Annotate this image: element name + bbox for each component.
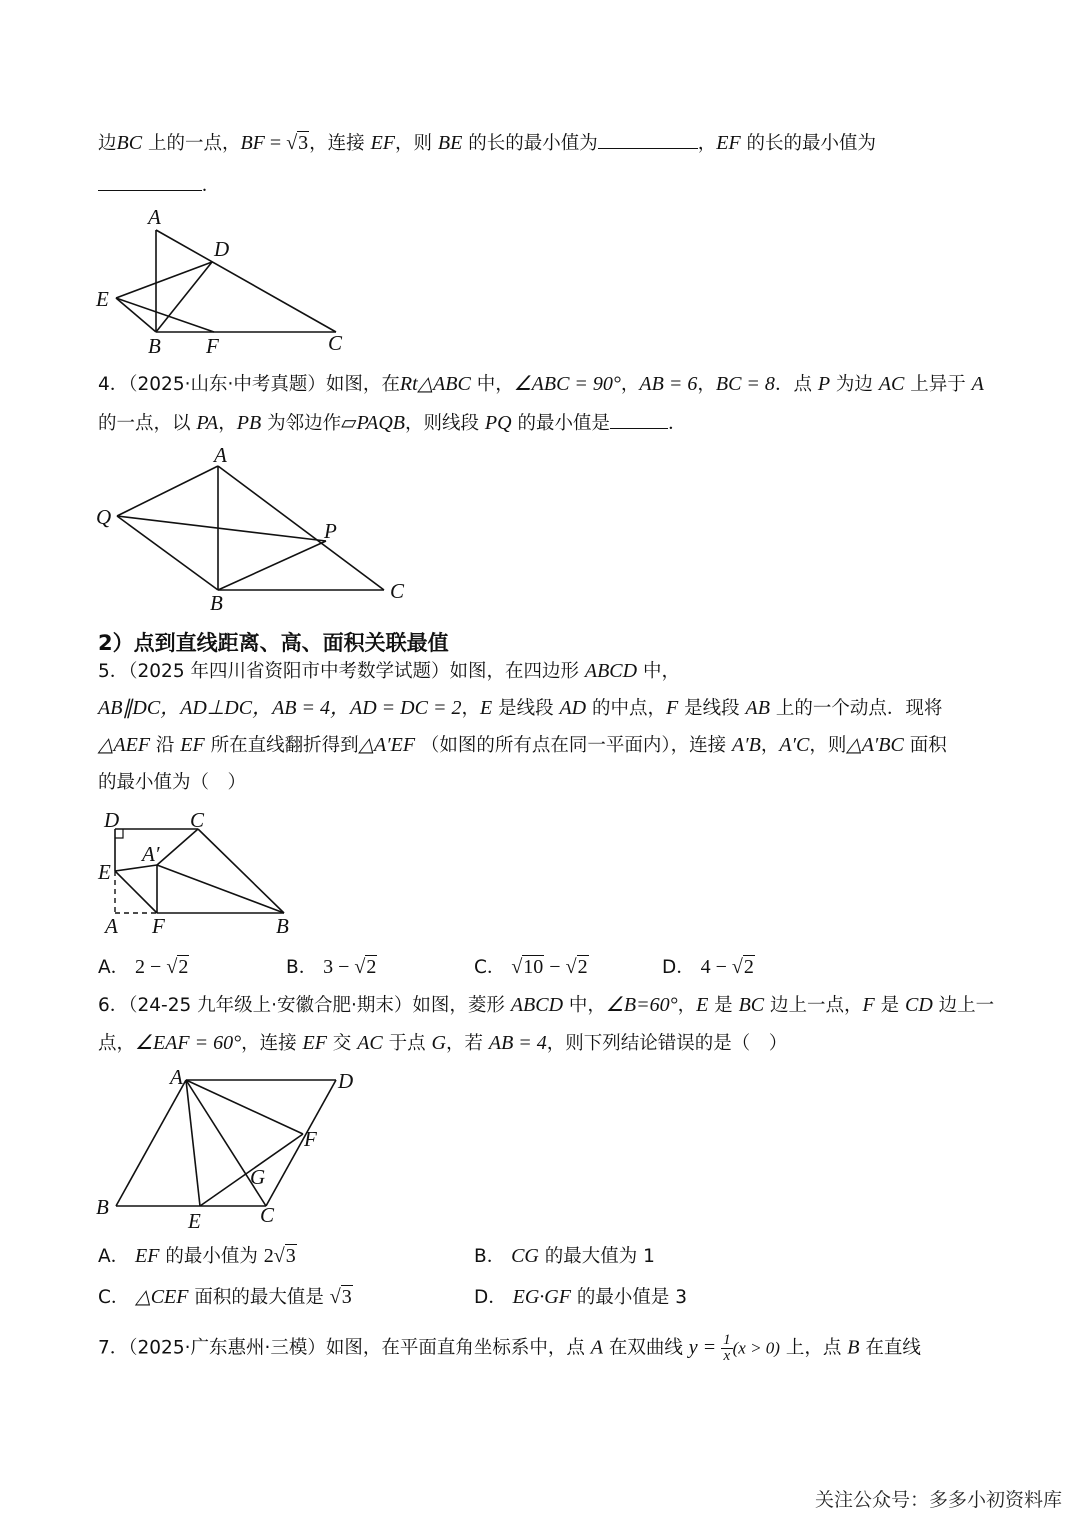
q6-option-a[interactable] (98, 1243, 297, 1270)
q5-text: ，则 (809, 735, 847, 756)
q3-math-ef: EF (370, 132, 395, 154)
option-label: D． (474, 1287, 507, 1308)
q6-math: E (696, 994, 709, 1016)
q6-math: AB = 4 (488, 1032, 547, 1054)
q4-math: PAQB (356, 412, 405, 434)
q5-math: E (479, 697, 493, 719)
option-math: − (544, 956, 566, 978)
q6-math: G (431, 1032, 446, 1054)
q4-text: ， (697, 374, 716, 395)
label-c: C (190, 808, 205, 832)
q6-text: 6．（24-25 九年级上·安徽合肥·期末）如图，菱形 (98, 995, 511, 1016)
q5-text: 所在直线翻折得到 (204, 735, 359, 756)
label-c: C (260, 1203, 275, 1227)
sqrt-sign: √ (511, 956, 523, 978)
q6-text: ，则下列结论错误的是（ ） (546, 1033, 788, 1054)
option-label: B． (286, 957, 318, 978)
q3-period: . (202, 174, 207, 196)
q4-figure (90, 440, 420, 620)
label-a: A (170, 1065, 183, 1089)
q6-option-b[interactable] (474, 1243, 655, 1270)
option-text: 面积的最大值是 (188, 1287, 330, 1308)
q6-text: 是 (874, 995, 905, 1016)
q7-math: (x > 0) (732, 1338, 780, 1358)
q5-text: 中， (637, 661, 680, 682)
q4-text: 为边 (830, 374, 879, 395)
label-c: C (390, 579, 405, 603)
option-text: 的最小值是 3 (570, 1287, 688, 1308)
q5-option-b[interactable] (286, 954, 377, 981)
q4-text: 的最小值是 (511, 413, 610, 434)
q5-math: AD (559, 697, 587, 719)
q3-text: 的长的最小值为 (740, 133, 877, 154)
q3-line-1 (98, 130, 876, 157)
sqrt-sign: √ (273, 1245, 285, 1267)
q3-text: 上的一点， (142, 133, 241, 154)
q4-text: 上异于 (904, 374, 972, 395)
q4-math: PB (236, 412, 262, 434)
label-d: D (214, 237, 230, 261)
q5-text: 是线段 (492, 698, 560, 719)
q5-text: 是线段 (678, 698, 746, 719)
label-f: F (304, 1127, 317, 1151)
q7-math: B (847, 1336, 860, 1359)
label-e: E (188, 1209, 201, 1233)
option-math: EG·GF (512, 1286, 571, 1308)
sqrt-sign: √ (565, 956, 577, 978)
section-heading: 2）点到直线距离、高、面积关联最值 (98, 631, 449, 655)
q3-text: 的长的最小值为 (462, 133, 598, 154)
option-math: △CEF (135, 1286, 189, 1308)
sqrt-sign: √ (354, 956, 366, 978)
label-a: A (105, 914, 118, 938)
q7-text: 7．（2025·广东惠州·三模）如图，在平面直角坐标系中，点 (98, 1337, 591, 1359)
q6-line-2 (98, 1030, 787, 1057)
q5-math: △A′EF (358, 734, 416, 756)
option-radicand: 2 (178, 956, 189, 978)
fraction-numerator: 1 (723, 1332, 731, 1348)
sqrt-sign: √ (731, 956, 743, 978)
q4-math: AB = 6 (639, 373, 698, 395)
q7-math: y = (688, 1336, 722, 1359)
q5-text: 上的一个动点．现将 (769, 698, 943, 719)
q4-text: 的一点，以 (98, 413, 197, 434)
option-label: C． (98, 1287, 130, 1308)
sqrt-sign: √ (286, 132, 298, 154)
q5-math: EF (180, 734, 205, 756)
q6-text: ，若 (445, 1033, 489, 1054)
option-radicand: 3 (285, 1245, 296, 1267)
q5-text: 面积 (903, 735, 947, 756)
option-label: C． (474, 957, 506, 978)
q5-math: ABCD (584, 660, 638, 682)
label-e: E (98, 860, 111, 884)
q4-math: BC = 8 (715, 373, 775, 395)
q6-line-1 (98, 992, 994, 1019)
label-p: P (324, 519, 337, 543)
option-radicand: 2 (743, 956, 754, 978)
q5-math: A′B (732, 734, 761, 756)
q4-line-2 (98, 410, 686, 437)
q6-text: 于点 (382, 1033, 432, 1054)
answer-blank (98, 176, 202, 191)
q3-line-2 (98, 172, 207, 199)
q5-math: △A′BC (846, 734, 904, 756)
q4-math: ∠ABC = 90° (513, 373, 621, 395)
q6-option-d[interactable] (474, 1284, 687, 1311)
q4-text: ． (667, 413, 687, 434)
q3-math-bc: BC (116, 132, 143, 154)
q4-text: ．点 (774, 374, 818, 395)
q5-text: 5．（2025 年四川省资阳市中考数学试题）如图，在四边形 (98, 661, 585, 682)
q5-text: 的中点， (586, 698, 667, 719)
option-math: 3 − (323, 956, 355, 978)
q6-text: 交 (326, 1033, 358, 1054)
q6-math: BC (738, 994, 765, 1016)
q4-text: ， (620, 374, 640, 395)
label-b: B (210, 591, 223, 615)
option-label: D． (662, 957, 695, 978)
q3-figure (90, 200, 370, 360)
sqrt-sign: √ (329, 1286, 341, 1308)
label-q: Q (96, 505, 112, 529)
q4-math: Rt△ABC (399, 373, 471, 395)
q7-text: 上，点 (779, 1337, 848, 1359)
q5-text: 沿 (150, 735, 181, 756)
q5-text: ， (760, 735, 780, 756)
footer-watermark: 关注公众号：多多小初资料库 (814, 1489, 1062, 1511)
option-radicand: 10 (523, 956, 544, 978)
option-radicand: 2 (366, 956, 377, 978)
option-math: EF (135, 1245, 160, 1267)
label-b: B (276, 914, 289, 938)
parallelogram-symbol: ▱ (341, 412, 357, 434)
q6-text: 是 (708, 995, 739, 1016)
label-b: B (96, 1195, 109, 1219)
option-radicand: 3 (341, 1286, 352, 1308)
option-math: CG (511, 1245, 539, 1267)
q3-math-eq: = (264, 132, 287, 154)
option-math: 2 − (135, 956, 167, 978)
q4-math: AC (878, 373, 905, 395)
q5-math: A′C (779, 734, 810, 756)
q6-text: 中， (563, 995, 606, 1016)
q7-line-1 (98, 1333, 921, 1364)
q6-math: ∠B=60° (605, 994, 678, 1016)
label-e: E (96, 287, 109, 311)
label-a: A (148, 205, 161, 229)
fraction-denominator: x (723, 1348, 731, 1364)
q3-radicand: 3 (298, 132, 309, 154)
option-math: 4 − (700, 956, 732, 978)
answer-blank (598, 134, 698, 149)
q6-math: F (862, 994, 875, 1016)
q5-line-1 (98, 658, 680, 685)
label-d: D (338, 1069, 354, 1093)
label-a: A (214, 443, 227, 467)
q4-math: A (971, 373, 984, 395)
q6-text: 点， (98, 1033, 136, 1054)
q3-text: ， (697, 133, 717, 154)
sqrt-sign: √ (166, 956, 178, 978)
option-radicand: 2 (577, 956, 588, 978)
q6-math: ABCD (510, 994, 564, 1016)
q6-text: ，连接 (241, 1033, 303, 1054)
q5-line-2 (98, 695, 942, 722)
label-c: C (328, 331, 343, 355)
q3-math-be: BE (437, 132, 463, 154)
q4-text: 中， (470, 374, 514, 395)
q4-number: 4．（2025·山东·中考真题）如图，在 (98, 374, 400, 395)
option-label: A． (98, 1246, 130, 1267)
q6-math: CD (905, 994, 933, 1016)
q5-option-a[interactable] (98, 954, 189, 981)
label-f: F (152, 914, 165, 938)
option-label: A． (98, 957, 130, 978)
q5-line-3 (98, 732, 947, 759)
q5-figure (90, 805, 310, 940)
q5-line-4 (98, 770, 246, 796)
q6-text: 边上一 (932, 995, 995, 1016)
q6-text: ， (677, 995, 697, 1016)
q3-text: ，连接 (309, 133, 371, 154)
q5-math: △AEF (98, 734, 151, 756)
q6-text: 边上一点， (764, 995, 863, 1016)
option-text: 的最小值为 (159, 1246, 264, 1267)
q6-option-c[interactable] (98, 1284, 353, 1311)
label-d: D (104, 808, 120, 832)
q4-text: ，则线段 (405, 413, 485, 434)
q4-text: 为邻边作 (261, 413, 342, 434)
q4-line-1 (98, 371, 984, 398)
q6-math: EF (302, 1032, 327, 1054)
option-math: 2 (263, 1245, 274, 1267)
answer-blank (610, 414, 668, 429)
q5-option-c[interactable] (474, 954, 589, 981)
option-text: 的最大值为 1 (538, 1246, 655, 1267)
q6-figure (90, 1062, 380, 1237)
option-label: B． (474, 1246, 506, 1267)
q5-math: AB∥DC，AD⊥DC，AB = 4，AD = DC = 2 (98, 697, 462, 719)
q4-math: PA (196, 412, 219, 434)
q6-math: ∠EAF = 60° (135, 1032, 242, 1054)
q3-math-ef: EF (716, 132, 741, 154)
q7-text: 在双曲线 (602, 1337, 689, 1359)
label-b: B (148, 334, 161, 358)
q7-math: A (590, 1336, 603, 1359)
label-f: F (206, 334, 219, 358)
q4-math: P (817, 373, 831, 395)
q5-text: 的最小值为（ ） (98, 772, 247, 793)
q5-math: AB (745, 697, 770, 719)
q7-text: 在直线 (859, 1337, 921, 1359)
q4-math: PQ (484, 412, 512, 434)
q5-text: ， (461, 698, 480, 719)
q3-text: ，则 (395, 133, 438, 154)
q4-text: ， (218, 413, 237, 434)
q3-text: 边 (98, 133, 117, 154)
q3-math-bf: BF (240, 132, 265, 154)
q5-text: （如图的所有点在同一平面内），连接 (415, 735, 733, 756)
q7-fraction (721, 1333, 733, 1364)
q6-math: AC (357, 1032, 383, 1054)
label-g: G (250, 1165, 266, 1189)
label-a-prime: A′ (142, 842, 160, 866)
q5-math: F (666, 697, 679, 719)
q5-option-d[interactable] (662, 954, 755, 981)
